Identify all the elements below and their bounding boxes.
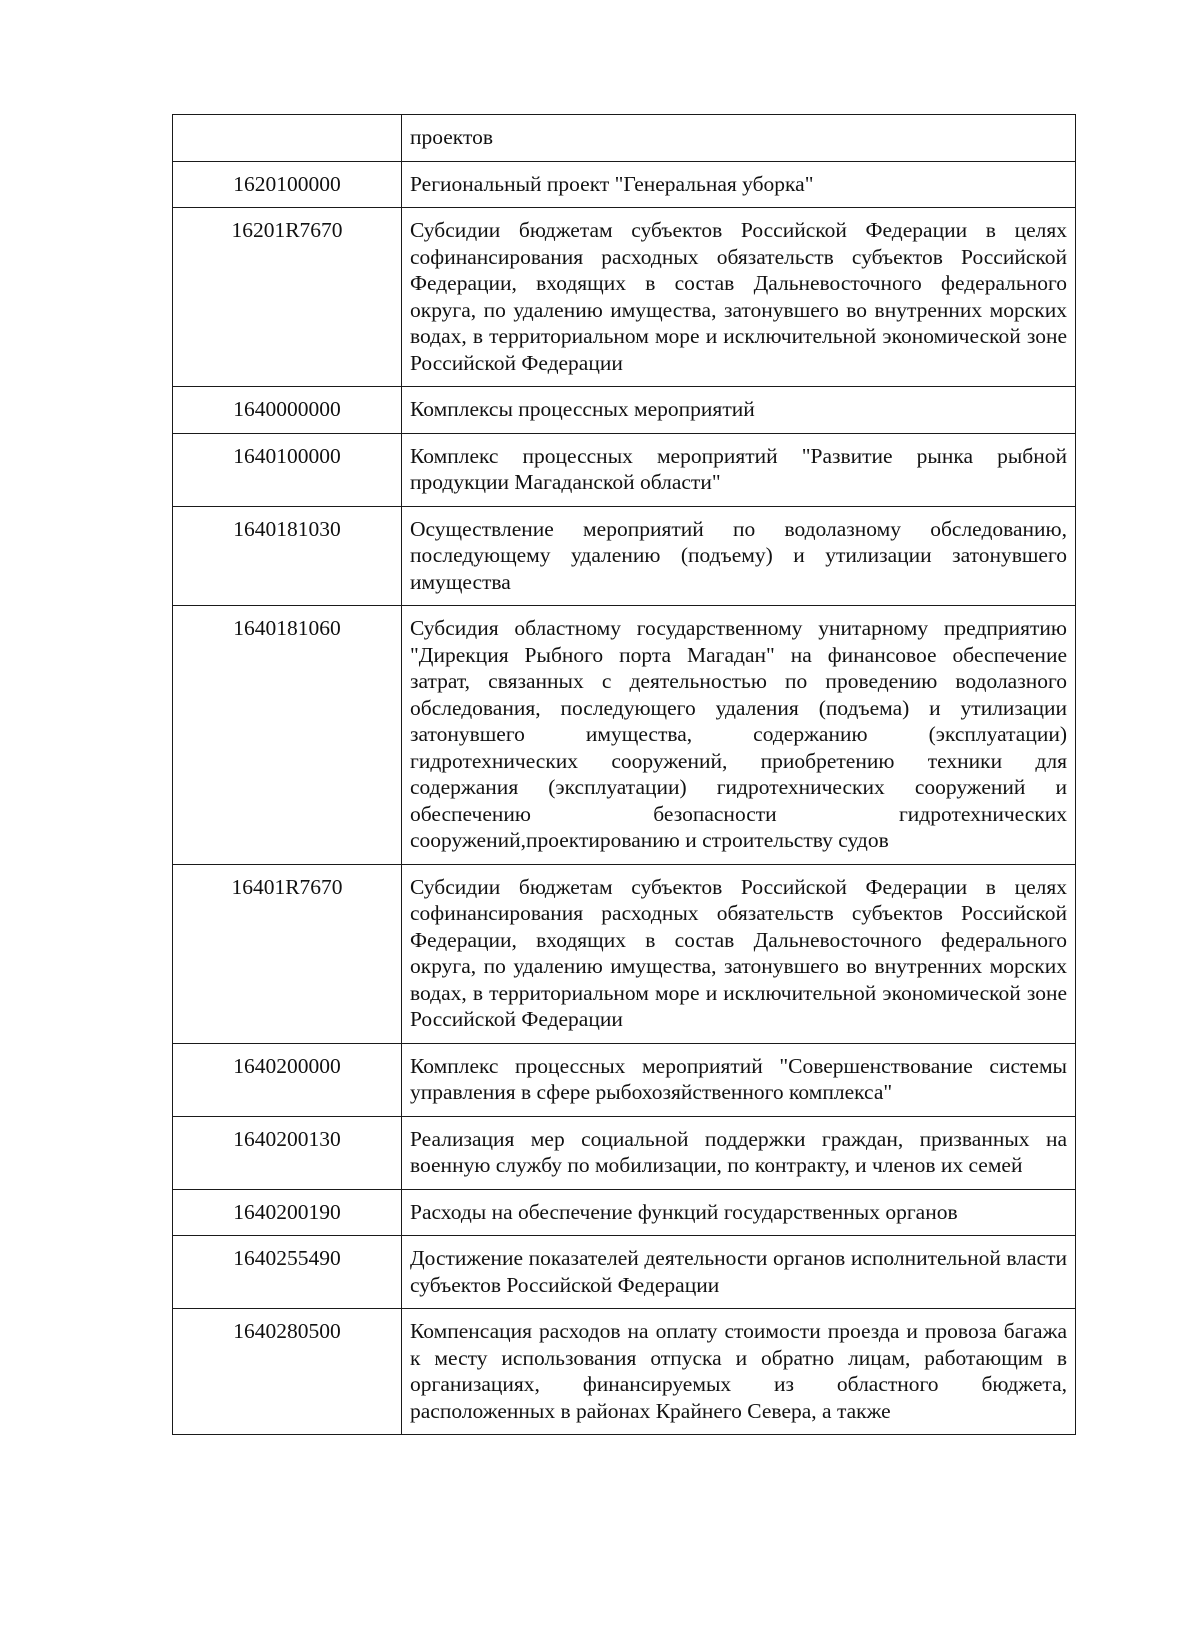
description-cell: Комплекс процессных мероприятий "Совершенствование системы управления в сфере рыбохозяйственного комплекса": [402, 1043, 1076, 1116]
description-cell: Субсидии бюджетам субъектов Российской Федерации в целях софинансирования расходных обязательств субъектов Российской Федерации, входящих в состав Дальневосточного федерального округа, по удалению имущества, затонувшего во внутренних морских водах, в территориальном море и исключительной экономической зоне Российской Федерации: [402, 208, 1076, 387]
table-row: [173, 161, 1076, 208]
description-cell: проектов: [402, 115, 1076, 162]
description-cell: Комплексы процессных мероприятий: [402, 387, 1076, 434]
code-cell: 1640181060: [173, 606, 402, 865]
code-cell: 1640200000: [173, 1043, 402, 1116]
code-cell: 1640100000: [173, 433, 402, 506]
table-row: [173, 1309, 1076, 1435]
table-row: [173, 1043, 1076, 1116]
description-cell: Расходы на обеспечение функций государственных органов: [402, 1189, 1076, 1236]
budget-code-table: [172, 114, 1076, 1435]
table-row: [173, 506, 1076, 606]
description-cell: Комплекс процессных мероприятий "Развитие рынка рыбной продукции Магаданской области": [402, 433, 1076, 506]
table-row: [173, 1236, 1076, 1309]
description-cell: Региональный проект "Генеральная уборка": [402, 161, 1076, 208]
table-row: [173, 433, 1076, 506]
code-cell: 1640181030: [173, 506, 402, 606]
table-row: [173, 1116, 1076, 1189]
code-cell: 1640200190: [173, 1189, 402, 1236]
code-cell: 16201R7670: [173, 208, 402, 387]
description-cell: Компенсация расходов на оплату стоимости проезда и провоза багажа к месту использования отпуска и обратно лицам, работающим в организациях, финансируемых из областного бюджета, расположенных в районах Крайнего Севера, а также: [402, 1309, 1076, 1435]
table-row: [173, 864, 1076, 1043]
code-cell: 16401R7670: [173, 864, 402, 1043]
code-cell: 1640000000: [173, 387, 402, 434]
description-cell: Достижение показателей деятельности органов исполнительной власти субъектов Российской Федерации: [402, 1236, 1076, 1309]
code-cell: 1640200130: [173, 1116, 402, 1189]
table-row: [173, 606, 1076, 865]
description-cell: Осуществление мероприятий по водолазному обследованию, последующему удалению (подъему) и утилизации затонувшего имущества: [402, 506, 1076, 606]
description-cell: Субсидия областному государственному унитарному предприятию "Дирекция Рыбного порта Магадан" на финансовое обеспечение затрат, связанных с деятельностью по проведению водолазного обследования, последующего удаления (подъема) и утилизации затонувшего имущества, содержанию (эксплуатации) гидротехнических сооружений, приобретению техники для содержания (эксплуатации) гидротехнических сооружений и обеспечению безопасности гидротехнических сооружений,проектированию и строительству судов: [402, 606, 1076, 865]
table-row: [173, 208, 1076, 387]
code-cell: 1640255490: [173, 1236, 402, 1309]
table-row: [173, 115, 1076, 162]
code-cell: 1620100000: [173, 161, 402, 208]
table-row: [173, 1189, 1076, 1236]
code-cell: 1640280500: [173, 1309, 402, 1435]
table-row: [173, 387, 1076, 434]
code-cell: [173, 115, 402, 162]
description-cell: Реализация мер социальной поддержки граждан, призванных на военную службу по мобилизации, по контракту, и членов их семей: [402, 1116, 1076, 1189]
description-cell: Субсидии бюджетам субъектов Российской Федерации в целях софинансирования расходных обязательств субъектов Российской Федерации, входящих в состав Дальневосточного федерального округа, по удалению имущества, затонувшего во внутренних морских водах, в территориальном море и исключительной экономической зоне Российской Федерации: [402, 864, 1076, 1043]
